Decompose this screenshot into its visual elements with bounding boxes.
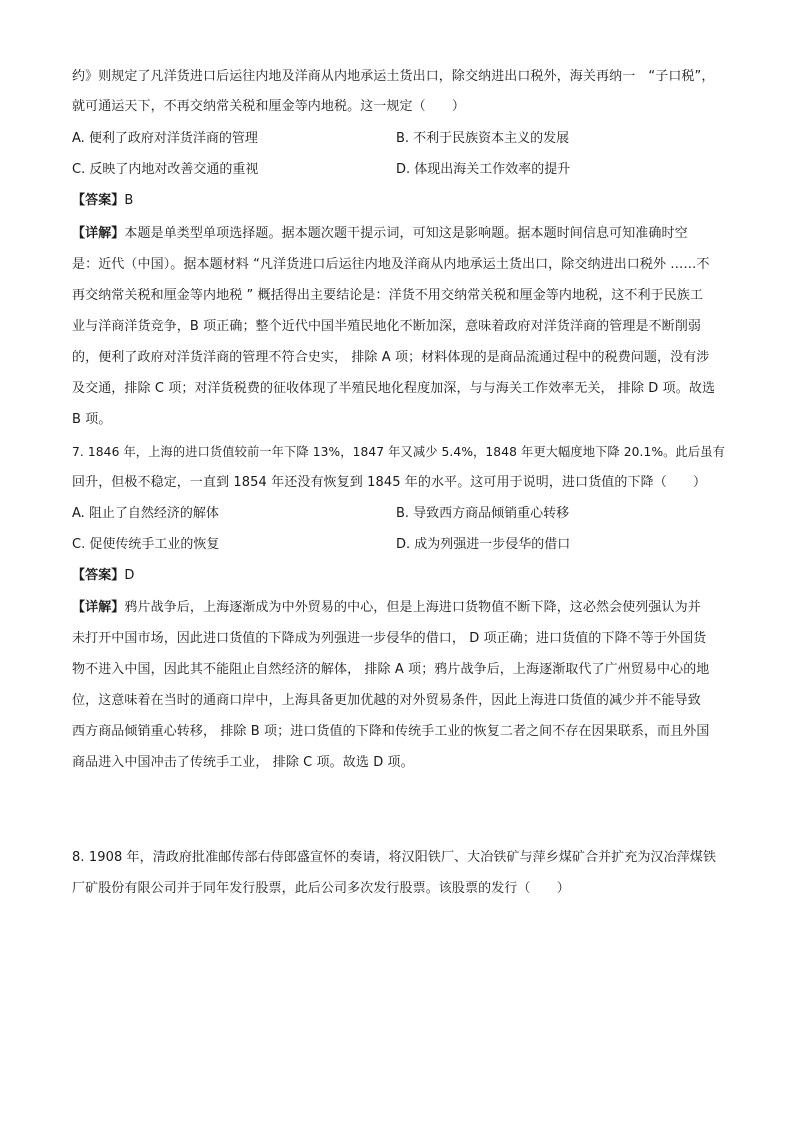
q7-stem-line-1: 7. 1846 年，上海的进口货值较前一年下降 13%，1847 年又减少 5.4%，1848 年更大幅度地下降 20.1%。此后虽有 <box>72 445 725 459</box>
q6-answer-value: B <box>124 193 134 208</box>
q6-detail-text-1: 本题是单类型单项选择题。据本题次题干提示词，可知这是影响题。据本题时间信息可知准确时空 <box>124 226 688 241</box>
q7-detail-line-5: 西方商品倾销重心转移， 排除 B 项；进口货值的下降和传统手工业的恢复二者之间不存在因果联系，而且外国 <box>72 724 710 739</box>
q7-option-a: A. 阻止了自然经济的解体 <box>72 506 219 521</box>
q6-detail-line-1 <box>72 225 688 243</box>
q8-stem-line-2: 厂矿股份有限公司并于同年发行股票，此后公司多次发行股票。该股票的发行（ ） <box>72 881 570 896</box>
q7-detail-label: 【详解】 <box>72 600 125 615</box>
q7-option-c: C. 促使传统手工业的恢复 <box>72 537 220 552</box>
q7-answer-label: 【答案】 <box>72 568 125 583</box>
q7-option-b: B. 导致西方商品倾销重心转移 <box>396 506 570 521</box>
q7-option-d: D. 成为列强进一步侵华的借口 <box>396 537 571 552</box>
q7-answer <box>72 567 135 585</box>
q6-option-c: C. 反映了内地对改善交通的重视 <box>72 162 259 177</box>
q6-detail-label: 【详解】 <box>72 226 125 241</box>
q6-option-b: B. 不利于民族资本主义的发展 <box>396 131 570 146</box>
q6-option-d: D. 体现出海关工作效率的提升 <box>396 162 571 177</box>
q6-detail-line-5: 的，便利了政府对洋货洋商的管理不符合史实， 排除 A 项；材料体现的是商品流通过程中的税费问题，没有涉 <box>72 350 710 365</box>
q6-detail-line-7: B 项。 <box>72 412 112 427</box>
q7-detail-line-2: 未打开中国市场，因此进口货值的下降成为列强进一步侵华的借口， D 项正确；进口货值的下降不等于外国货 <box>72 631 707 646</box>
q6-stem-line-2: 就可通运天下，不再交纳常关税和厘金等内地税。这一规定（ ） <box>72 99 466 114</box>
q7-detail-line-6: 商品进入中国冲击了传统手工业， 排除 C 项。故选 D 项。 <box>72 755 414 770</box>
q6-stem-line-1: 约》则规定了凡洋货进口后运往内地及洋商从内地承运土货出口，除交纳进出口税外，海关再纳一 “子口税”， <box>72 69 715 84</box>
q7-answer-value: D <box>124 568 135 583</box>
q6-detail-line-4: 业与洋商洋货竞争，B 项正确；整个近代中国半殖民地化不断加深，意味着政府对洋货洋商的管理是不断削弱 <box>72 319 701 334</box>
q7-detail-text-1: 鸦片战争后，上海逐渐成为中外贸易的中心，但是上海进口货物值不断下降，这必然会使列强认为并 <box>124 600 701 615</box>
q7-stem-line-2: 回升，但极不稳定，一直到 1854 年还没有恢复到 1845 年的水平。这可用于说明，进口货值的下降（ ） <box>72 475 707 490</box>
q6-detail-line-6: 及交通，排除 C 项；对洋货税费的征收体现了半殖民地化程度加深，与与海关工作效率无关， 排除 D 项。故选 <box>72 381 716 396</box>
q6-answer-label: 【答案】 <box>72 193 125 208</box>
q6-answer <box>72 192 133 210</box>
q8-stem-line-1: 8. 1908 年，清政府批准邮传部右侍郎盛宣怀的奏请，将汉阳铁厂、大冶铁矿与萍乡煤矿合并扩充为汉冶萍煤铁 <box>72 850 717 865</box>
q6-detail-line-2: 是：近代（中国）。据本题材料 “凡洋货进口后运往内地及洋商从内地承运土货出口，除交纳进出口税外 ……不 <box>72 257 710 272</box>
q6-detail-line-3: 再交纳常关税和厘金等内地税 ” 概括得出主要结论是：洋货不用交纳常关税和厘金等内地税，这不利于民族工 <box>72 288 703 303</box>
q7-detail-line-4: 位，这意味着在当时的通商口岸中，上海具备更加优越的对外贸易条件，因此上海进口货值的减少并不能导致 <box>72 693 701 708</box>
q7-detail-line-3: 物不进入中国，因此其不能阻止自然经济的解体， 排除 A 项；鸦片战争后，上海逐渐取代了广州贸易中心的地 <box>72 662 710 677</box>
q7-detail-line-1 <box>72 599 701 617</box>
q6-option-a: A. 便利了政府对洋货洋商的管理 <box>72 131 258 146</box>
